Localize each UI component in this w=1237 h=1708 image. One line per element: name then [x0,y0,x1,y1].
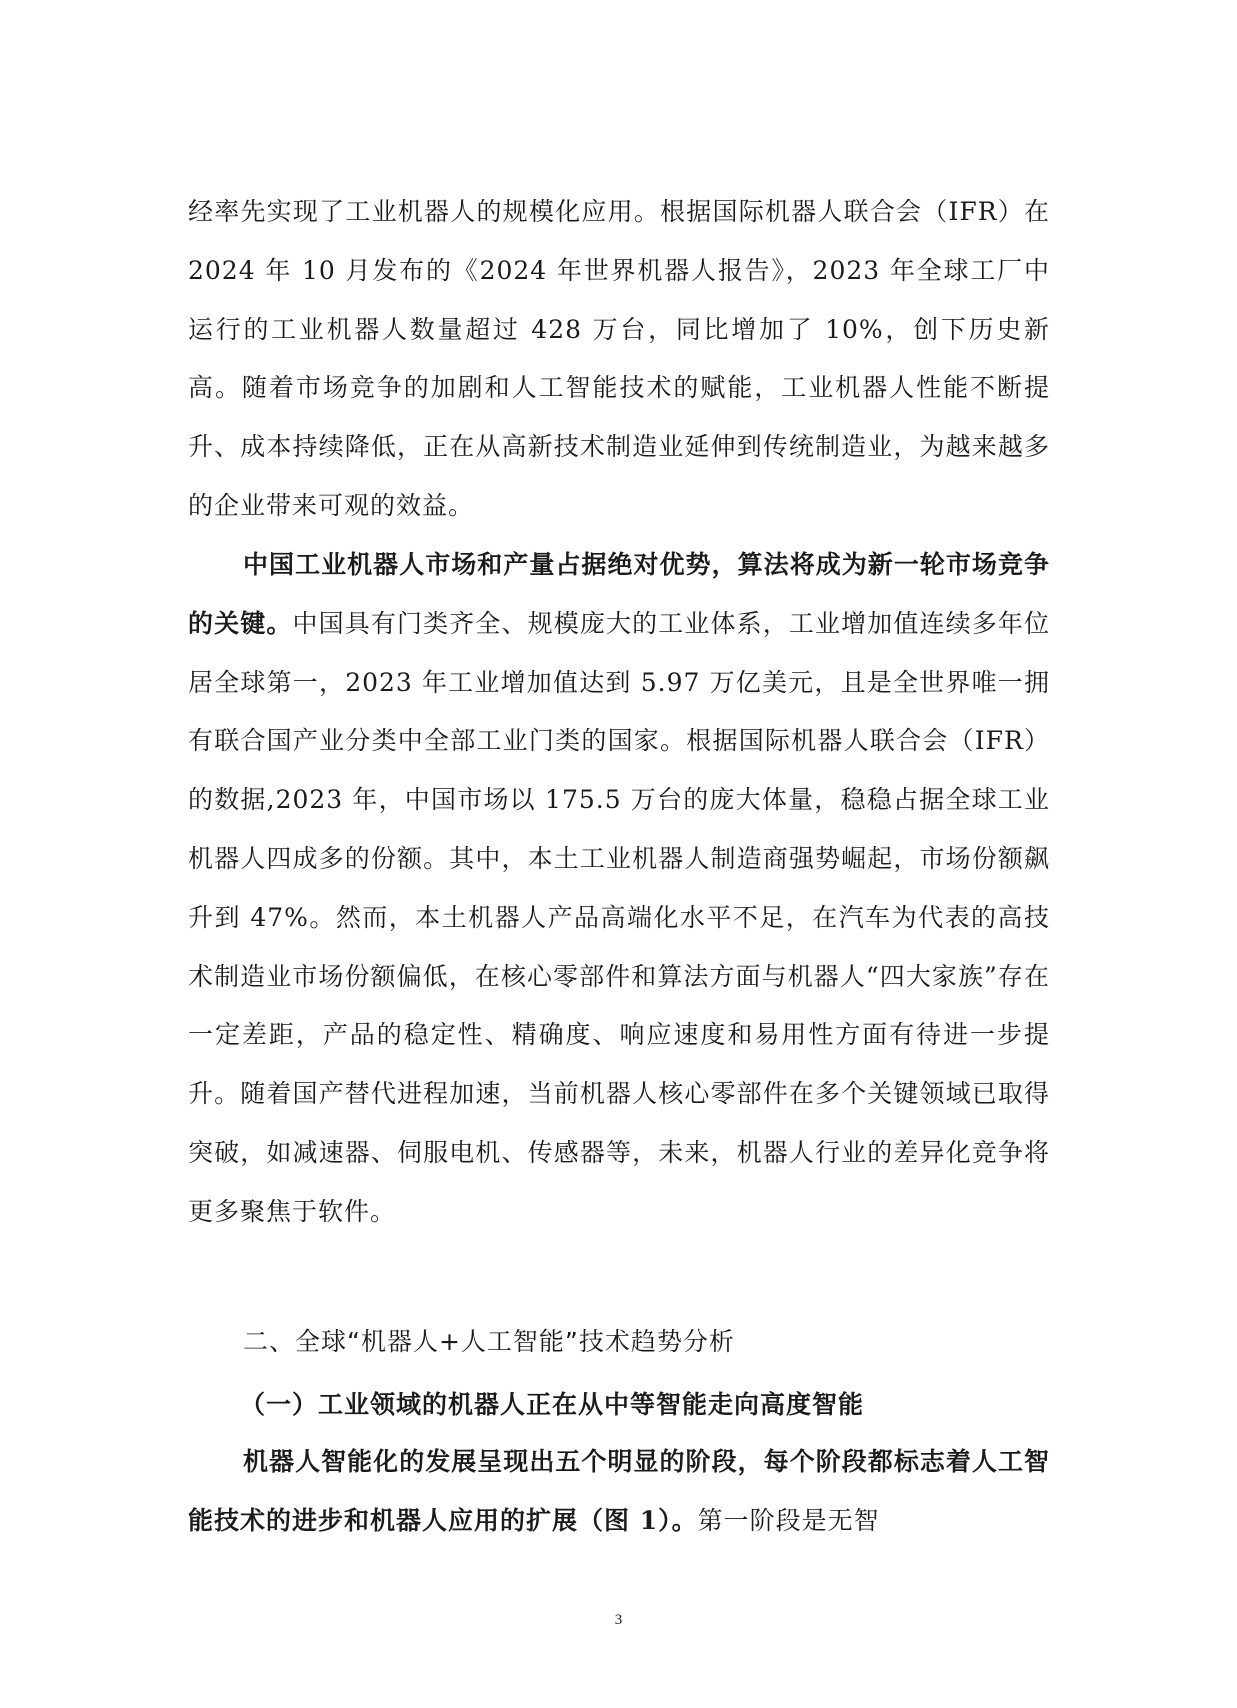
subsection-heading: （一）工业领域的机器人正在从中等智能走向高度智能 [240,1390,865,1419]
paragraph-2-text: 中国具有门类齐全、规模庞大的工业体系，工业增加值连续多年位居全球第一，2023 年工业增加值达到 5.97 万亿美元，且是全世界唯一拥有联合国产业分类中全部工业门类的国家。根据国际机器人联合会（IFR）的数据,2023 年，中国市场以 175.5 万台的庞大体量，稳稳占据全球工业机器人四成多的份额。其中，本土工业机器人制造商强势崛起，市场份额飙升到 47%。然而，本土机器人产品高端化水平不足，在汽车为代表的高技术制造业市场份额偏低，在核心零部件和算法方面与机器人“四大家族”存在一定差距，产品的稳定性、精确度、响应速度和易用性方面有待进一步提升。随着国产替代进程加速，当前机器人核心零部件在多个关键领域已取得突破，如减速器、伺服电机、传感器等，未来，机器人行业的差异化竞争将更多聚焦于软件。 [188,608,1050,1226]
paragraph-2-lead-sentence: 中国工业机器人市场和产量占据绝对优势，算法将成为新一轮市场竞争的关键。 [188,550,1050,638]
body-paragraph-2 [188,536,1050,1242]
page-number: 3 [614,1612,623,1628]
body-paragraph-3 [188,1433,1050,1551]
paragraph-1-text: 经率先实现了工业机器人的规模化应用。根据国际机器人联合会（IFR）在 2024 年 10 月发布的《2024 年世界机器人报告》，2023 年全球工厂中运行的工业机器人数量超过 428 万台，同比增加了 10%，创下历史新高。随着市场竞争的加剧和人工智能技术的赋能，工业机器人性能不断提升、成本持续降低，正在从高新技术制造业延伸到传统制造业，为越来越多的企业带来可观的效益。 [188,197,1050,520]
body-paragraph-1 [188,183,1050,536]
paragraph-3-lead-sentence: 机器人智能化的发展呈现出五个明显的阶段，每个阶段都标志着人工智能技术的进步和机器人应用的扩展（图 1）。 [188,1447,1050,1535]
section-heading: 二、全球“机器人+人工智能”技术趋势分析 [243,1327,735,1356]
paragraph-3-text: 第一阶段是无智 [697,1505,880,1535]
